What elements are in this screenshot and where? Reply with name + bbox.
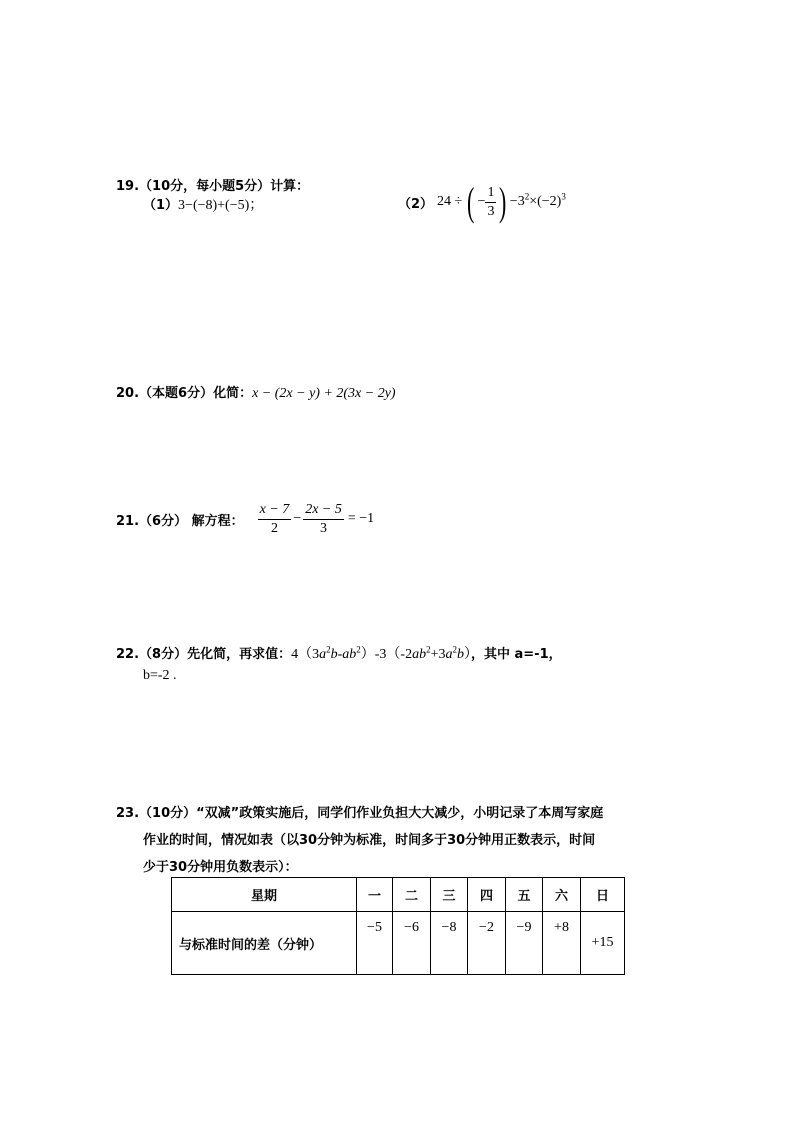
q19-part1-expression: 3−(−8)+(−5)； bbox=[178, 198, 264, 213]
q21-rhs: = −1 bbox=[347, 511, 375, 526]
value-cell: −9 bbox=[506, 912, 543, 975]
q22-condition: ，其中 a=-1， bbox=[470, 647, 562, 662]
value-cell: −8 bbox=[431, 912, 468, 975]
time-difference-table bbox=[171, 877, 625, 975]
header-cell-day: 六 bbox=[543, 878, 581, 912]
q20-header: 20.（本题6分）化简： bbox=[116, 386, 253, 401]
q19-part2-label: （2） bbox=[398, 196, 434, 212]
header-cell-day: 五 bbox=[506, 878, 543, 912]
header-cell-day: 三 bbox=[431, 878, 468, 912]
q22-header: 22.（8分）先化简，再求值： bbox=[116, 647, 292, 662]
q22-line1 bbox=[116, 643, 562, 663]
value-cell: −5 bbox=[357, 912, 393, 975]
value-cell: −2 bbox=[468, 912, 506, 975]
q20-expression: x − (2x − y) + 2(3x − 2y) bbox=[252, 386, 396, 401]
q21-fraction-2: $\frac{2x - 5}{3}$ bbox=[305, 501, 342, 536]
row-label-cell: 与标准时间的差（分钟） bbox=[172, 912, 357, 975]
q23-line1: 23.（10分）“双减”政策实施后，同学们作业负担大大减少，小明记录了本周写家庭 bbox=[116, 806, 604, 821]
q23-line2: 作业的时间，情况如表（以30分钟为标准，时间多于30分钟用正数表示，时间 bbox=[143, 833, 596, 848]
q21-minus: − bbox=[293, 511, 302, 526]
value-cell: +15 bbox=[581, 912, 625, 975]
header-cell-day: 四 bbox=[468, 878, 506, 912]
q19-part1-label: （1） bbox=[143, 198, 179, 213]
q21-header: 21.（6分） 解方程： bbox=[116, 513, 244, 529]
q21 bbox=[116, 498, 374, 540]
header-cell-day: 一 bbox=[357, 878, 393, 912]
table-header-row bbox=[172, 878, 625, 912]
header-cell-weekday: 星期 bbox=[172, 878, 357, 912]
value-cell: +8 bbox=[543, 912, 581, 975]
q19-part2-fraction: $\frac{1}{3}$ bbox=[487, 184, 495, 219]
q22-expression: $4(3a^2b-ab^2)-3(-2ab^2+3a^2b)$ bbox=[291, 644, 471, 662]
table-value-row bbox=[172, 912, 625, 975]
q21-fraction-1: $\frac{x - 7}{2}$ bbox=[259, 501, 290, 536]
q19-header: 19.（10分，每小题5分）计算： bbox=[116, 179, 310, 194]
q19-part2-dividend: 24 ÷ bbox=[437, 194, 463, 209]
header-cell-day: 二 bbox=[393, 878, 431, 912]
q20 bbox=[116, 382, 396, 402]
q23-line3: 少于30分钟用负数表示）： bbox=[143, 860, 298, 875]
value-cell: −6 bbox=[393, 912, 431, 975]
q22-line2: b=-2 . bbox=[143, 668, 177, 683]
q19-part1 bbox=[143, 194, 263, 214]
q19-part2-rest: $-3^2\times(-2)^3$ bbox=[509, 191, 566, 209]
q19-part2: （2） 24 ÷ ( − $\frac{1}{3}$ ) $-3^2\times(-2)^3$ bbox=[398, 179, 566, 224]
header-cell-day: 日 bbox=[581, 878, 625, 912]
